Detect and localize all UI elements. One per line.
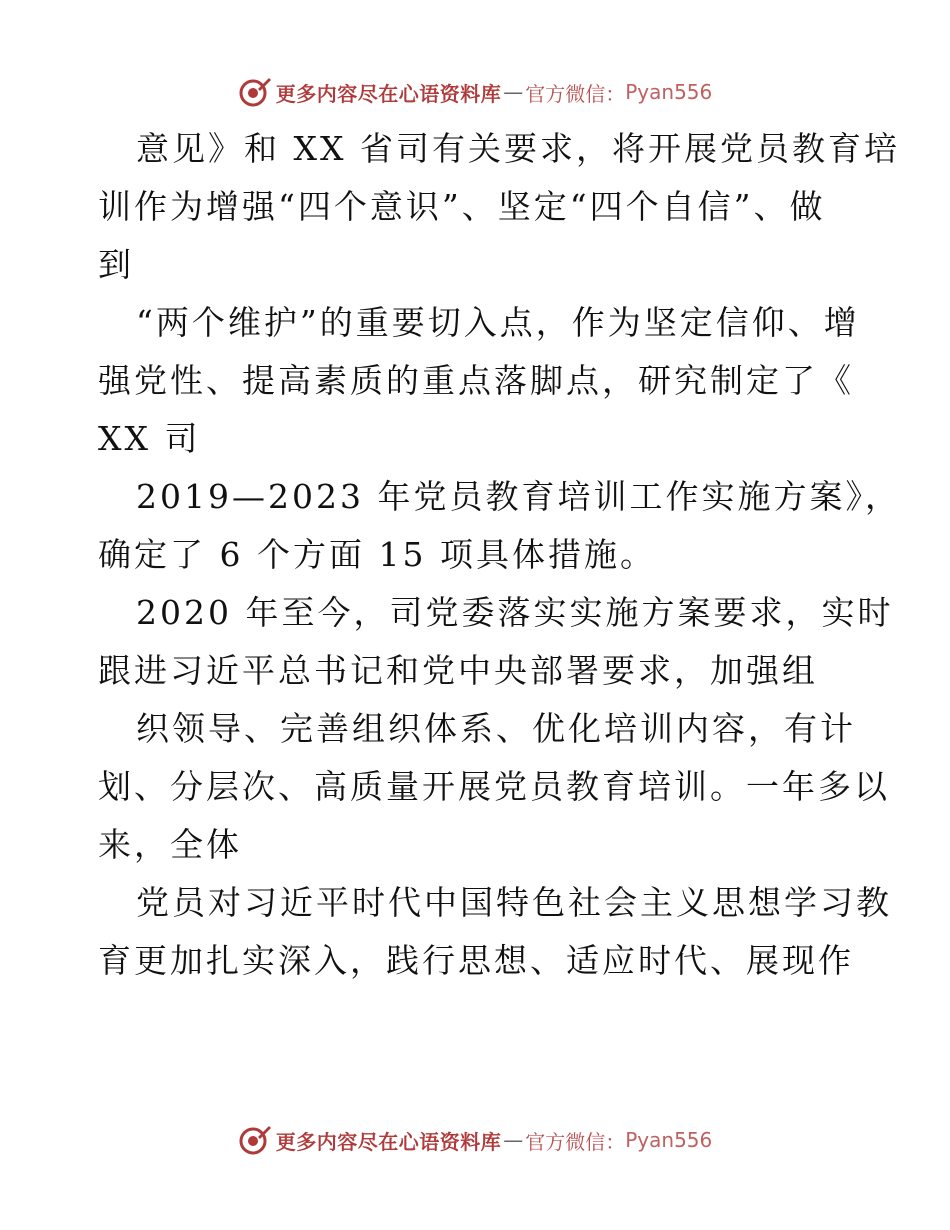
text-line: 党员对习近平时代中国特色社会主义思想学习教 bbox=[136, 883, 892, 922]
footer-watermark bbox=[0, 1120, 950, 1160]
text-line: 育更加扎实深入，践行思想、适应时代、展现作 bbox=[98, 941, 854, 980]
watermark-id: Pyan556 bbox=[625, 1128, 713, 1152]
watermark-account: 官方微信： bbox=[525, 1129, 626, 1154]
document-body bbox=[98, 120, 901, 990]
header-watermark bbox=[0, 72, 950, 112]
text-line: XX 司 bbox=[98, 419, 201, 458]
text-line: 强党性、提高素质的重点落脚点，研究制定了《 bbox=[98, 361, 854, 400]
text-line: “两个维护”的重要切入点，作为坚定信仰、增 bbox=[136, 303, 860, 342]
watermark-dash: — bbox=[503, 1128, 524, 1152]
text-line: 来，全体 bbox=[98, 825, 242, 864]
watermark-dash: — bbox=[503, 80, 524, 104]
text-line: 织领导、完善组织体系、优化培训内容，有计 bbox=[136, 709, 856, 748]
text-line: 到 bbox=[98, 245, 134, 284]
text-line: 确定了 6 个方面 15 项具体措施。 bbox=[98, 535, 656, 574]
text-line: 2019—2023 年党员教育培训工作实施方案》， bbox=[136, 477, 901, 516]
text-line: 划、分层次、高质量开展党员教育培训。一年多以 bbox=[98, 767, 890, 806]
text-line: 训作为增强“四个意识”、坚定“四个自信”、做 bbox=[98, 187, 826, 226]
watermark-text: 更多内容尽在心语资料库 bbox=[275, 81, 502, 106]
pen-circle-logo-icon bbox=[238, 1123, 272, 1157]
text-line: 跟进习近平总书记和党中央部署要求，加强组 bbox=[98, 651, 818, 690]
watermark-account: 官方微信： bbox=[525, 81, 626, 106]
watermark-text: 更多内容尽在心语资料库 bbox=[275, 1129, 502, 1154]
watermark-id: Pyan556 bbox=[625, 80, 713, 104]
text-line: 2020 年至今，司党委落实实施方案要求，实时 bbox=[136, 593, 894, 632]
text-line: 意见》和 XX 省司有关要求，将开展党员教育培 bbox=[136, 129, 900, 168]
pen-circle-logo-icon bbox=[238, 75, 272, 109]
